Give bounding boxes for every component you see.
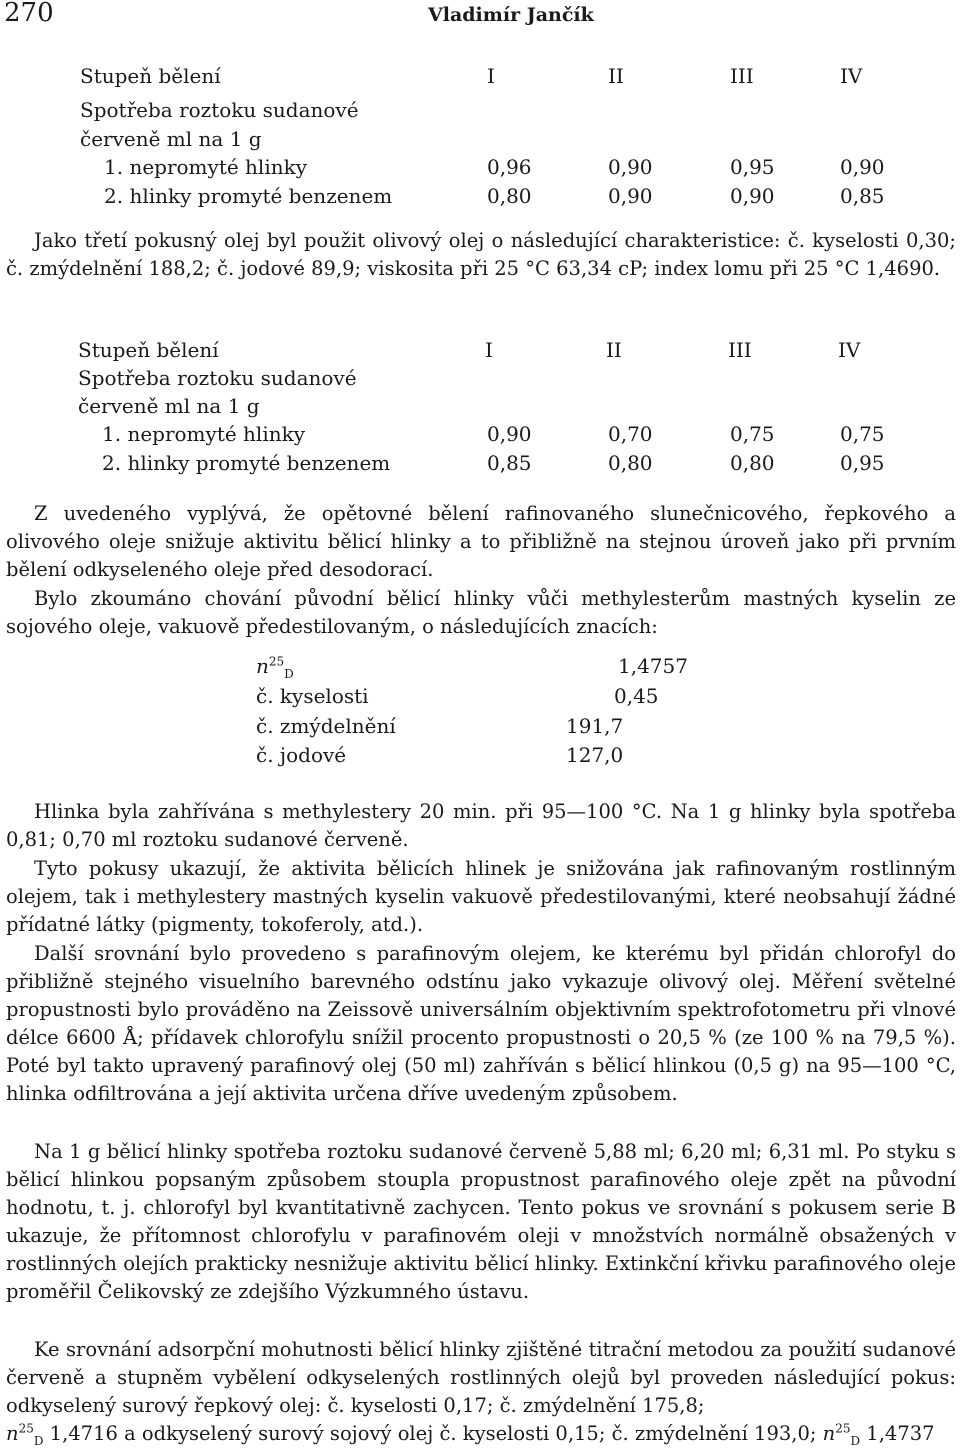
row-label: 1. nepromyté hlinky — [102, 422, 306, 446]
row-label: 2. hlinky promyté benzenem — [102, 451, 391, 475]
symbol-n: n — [256, 654, 269, 678]
subscript: D — [33, 1433, 44, 1448]
page-header — [4, 0, 948, 34]
row-value: 0,90 — [840, 155, 885, 179]
property-label: č. zmýdelnění — [256, 714, 396, 738]
property-label: č. jodové — [256, 743, 347, 767]
table-header-cell: Stupeň bělení — [80, 64, 221, 88]
row-value: 0,95 — [730, 155, 775, 179]
row-value: 0,90 — [608, 155, 653, 179]
row-value: 0,90 — [487, 422, 532, 446]
symbol-n: n — [822, 1422, 836, 1445]
paragraph-paraffin: Další srovnání bylo provedeno s parafinovým olejem, ke kterému byl přidán chlorofyl do přibližně stejného visuelního barevného odstínu jako vykazuje olivový olej. Měření světelné propustnosti bylo prováděno na Zeissově universálním objektivním spektrofotometru při vlnové délce 6600 Å; přídavek chlorofylu snížil procento propustnosti o 20,5 % (ze 100 % na 79,5 %). Poté byl takto upravený parafinový olej (50 ml) zahříván s bělicí hlinkou (0,5 g) na 95—100 °C, hlinka odfiltrována a její aktivita určena dříve uvedeným způsobem. — [6, 942, 956, 1105]
running-head-author: Vladimír Jančík — [428, 4, 594, 26]
subscript: D — [284, 667, 294, 681]
paragraph-heating: Hlinka byla zahřívána s methylestery 20 min. při 95—100 °C. Na 1 g hlinky byla spotřeba 0,81; 0,70 ml roztoku sudanové červeně. — [6, 800, 956, 851]
row-value: 0,80 — [730, 451, 775, 475]
row-value: 0,85 — [840, 184, 885, 208]
table-header-cell: Stupeň bělení — [78, 338, 219, 362]
table-header-cell: II — [608, 64, 624, 88]
paragraph-adsorption: Ke srovnání adsorpční mohutnosti bělicí hlinky zjištěné titrační metodou za použití sudanové červeně a stupněm vybělení odkyselených rostlinných olejů byl proveden následující pokus: odkyselený surový řepkový olej: č. kyselosti 0,17; č. zmýdelnění 175,8; — [6, 1338, 956, 1417]
table-header-cell: IV — [838, 338, 861, 362]
table-subheader-line: Spotřeba roztoku sudanové — [78, 366, 357, 390]
row-value: 0,90 — [608, 184, 653, 208]
property-label: č. kyselosti — [256, 684, 369, 708]
row-value: 0,96 — [487, 155, 532, 179]
subscript: D — [850, 1433, 861, 1448]
table-header-cell: IV — [840, 64, 863, 88]
row-value: 0,75 — [730, 422, 775, 446]
paragraph-conclusion: Z uvedeného vyplývá, že opětovné bělení rafinovaného slunečnicového, řepkového a olivového oleje snižuje aktivitu bělicí hlinky a to přibližně na stejnou úroveň jako při prvním bělení odkyseleného oleje před desodorací. — [6, 502, 956, 581]
table-header-cell: I — [487, 64, 495, 88]
superscript: 25 — [18, 1421, 34, 1436]
table-header-cell: III — [730, 64, 754, 88]
table-header-cell: I — [485, 338, 493, 362]
superscript: 25 — [268, 654, 285, 669]
table-subheader-line: červeně ml na 1 g — [78, 394, 260, 418]
table-subheader-line: červeně ml na 1 g — [80, 127, 262, 151]
row-label: 2. hlinky promyté benzenem — [104, 184, 393, 208]
refractive-index-label — [256, 654, 294, 681]
property-value: 1,4757 — [618, 654, 688, 678]
property-value: 191,7 — [566, 714, 624, 738]
page-number: 270 — [4, 0, 54, 28]
text-run: 1,4716 a odkyselený surový sojový olej č. kyselosti 0,15; č. zmýdelnění 193,0; — [43, 1422, 823, 1445]
table-header-cell: III — [728, 338, 752, 362]
row-value: 0,95 — [840, 451, 885, 475]
table-subheader-line: Spotřeba roztoku sudanové — [80, 98, 359, 122]
row-value: 0,70 — [608, 422, 653, 446]
text-run: 1,4737 — [860, 1422, 935, 1445]
property-value: 127,0 — [566, 743, 624, 767]
superscript: 25 — [835, 1421, 851, 1436]
property-value: 0,45 — [614, 684, 659, 708]
row-value: 0,80 — [608, 451, 653, 475]
row-value: 0,85 — [487, 451, 532, 475]
paragraph-adsorption-continued — [6, 1420, 956, 1448]
row-value: 0,90 — [730, 184, 775, 208]
row-label: 1. nepromyté hlinky — [104, 155, 308, 179]
row-value: 0,75 — [840, 422, 885, 446]
table-header-cell: II — [606, 338, 622, 362]
symbol-n: n — [6, 1422, 19, 1445]
row-value: 0,80 — [487, 184, 532, 208]
paragraph-tests: Tyto pokusy ukazují, že aktivita bělicích hlinek je snižována jak rafinovaným rostlinným olejem, tak i methylestery mastných kyselin vakuově předestilovanými, které neobsahují žádné přídatné látky (pigmenty, tokoferoly, atd.). — [6, 857, 956, 936]
paragraph-consumption: Na 1 g bělicí hlinky spotřeba roztoku sudanové červeně 5,88 ml; 6,20 ml; 6,31 ml. Po styku s bělicí hlinkou popsaným způsobem stoupla propustnost parafinového oleje zpět na původní hodnotu, t. j. chlorofyl byl kvantitativně zachycen. Tento pokus ve srovnání s pokusem serie B ukazuje, že přítomnost chlorofylu v parafinovém oleji v množstvích normálně obsažených v rostlinných olejích prakticky nesnižuje aktivitu bělicí hlinky. Extinkční křivku parafinového oleje proměřil Čelikovský ze zdejšího Výzkumného ústavu. — [6, 1140, 956, 1303]
paragraph-methyl-esters: Bylo zkoumáno chování původní bělicí hlinky vůči methylesterům mastných kyselin ze sojového oleje, vakuově předestilovaným, o následujících znacích: — [6, 587, 956, 638]
paragraph-olive-oil: Jako třetí pokusný olej byl použit olivový olej o následující charakteristice: č. kyselosti 0,30; č. zmýdelnění 188,2; č. jodové 89,9; viskosita při 25 °C 63,34 cP; index lomu při 25 °C 1,4690. — [6, 229, 956, 280]
